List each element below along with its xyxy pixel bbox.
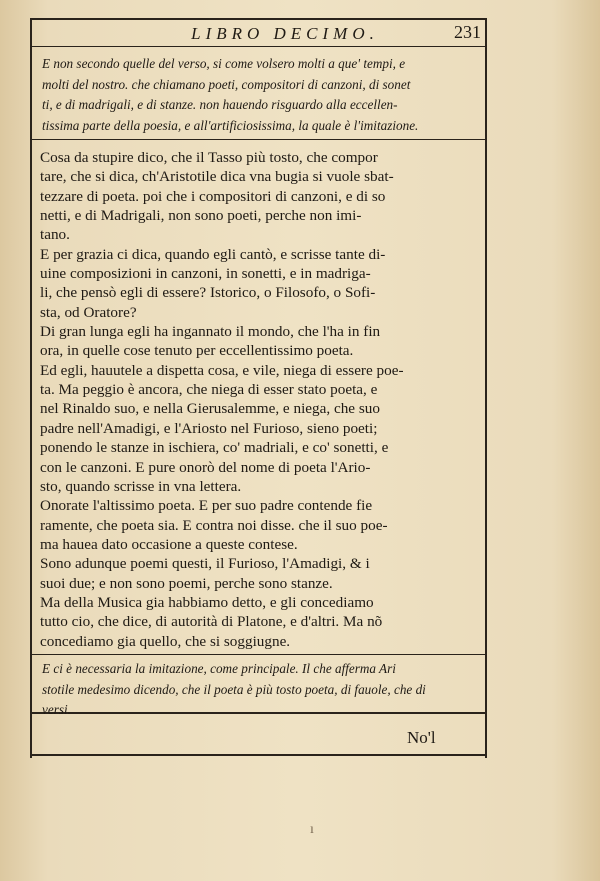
top-marginal-note [42, 54, 482, 136]
text-line: uine composizioni in canzoni, in sonetti, e in madriga- [40, 265, 371, 283]
note-divider-rule [30, 139, 487, 140]
note-line: ti, e di madrigali, e di stanze. non hauendo risguardo alla eccellen- [42, 97, 398, 112]
note-line: molti del nostro. che chiamano poeti, compositori di canzoni, di sonet [42, 76, 411, 92]
text-line: Ed egli, hauutele a dispetta cosa, e vile, niega di essere poe- [40, 361, 404, 379]
text-line: ramente, che poeta sia. E contra noi disse. che il suo poe- [40, 516, 388, 534]
text-line: Sono adunque poemi questi, il Furioso, l'Amadigi, & i [40, 555, 370, 573]
page-number: 231 [454, 22, 481, 42]
header-rule [30, 46, 487, 47]
page-mark: ı [310, 822, 314, 837]
right-border-rule [485, 18, 487, 758]
note-line: versi. [42, 702, 71, 717]
bottom-marginal-note [42, 659, 482, 721]
text-line: ora, in quelle cose tenuto per eccellentissimo poeta. [40, 342, 354, 360]
text-line: E per grazia ci dica, quando egli cantò, e scrisse tante di- [40, 245, 386, 263]
text-line: sto, quando scrisse in vna lettera. [40, 477, 242, 495]
text-line: tezzare di poeta. poi che i compositori di canzoni, e di so [40, 187, 386, 205]
main-text [40, 148, 480, 651]
text-line: tano. [40, 226, 70, 244]
text-line: Cosa da stupire dico, che il Tasso più tosto, che compor [40, 149, 378, 166]
text-line: ta. Ma peggio è ancora, che niega di esser stato poeta, e [40, 381, 378, 399]
text-line: suoi due; e non sono poemi, perche sono stanze. [40, 574, 333, 592]
text-line: padre nell'Amadigi, e l'Ariosto nel Furioso, sieno poeti; [40, 419, 378, 437]
text-line: li, che pensò egli di essere? Istorico, o Filosofo, o Sofi- [40, 284, 376, 302]
text-line: Ma della Musica gia habbiamo detto, e gli concediamo [40, 593, 374, 611]
text-line: tare, che si dica, ch'Aristotile dica vna bugia si vuole sbat- [40, 168, 394, 186]
catchword: No'l [407, 728, 436, 747]
top-border-rule [30, 18, 487, 20]
text-line: concediamo gia quello, che si soggiugne. [40, 632, 291, 650]
note-line: tissima parte della poesia, e all'artificiosissima, la quale è l'imitazione. [42, 117, 419, 133]
text-line: tutto cio, che dice, di autorità di Platone, e d'altri. Ma nõ [40, 613, 383, 631]
note-line: E non secondo quelle del verso, si come volsero molti a que' tempi, e [42, 56, 406, 71]
footer-rule [30, 754, 487, 756]
running-head: LIBRO DECIMO. [191, 24, 379, 43]
bottom-note-divider-rule [30, 654, 487, 655]
text-line: Onorate l'altissimo poeta. E per suo padre contende fie [40, 497, 373, 515]
text-line: con le canzoni. E pure onorò del nome di poeta l'Ario- [40, 458, 371, 476]
text-line: netti, e di Madrigali, non sono poeti, perche non imi- [40, 207, 362, 225]
text-line: ponendo le stanze in ischiera, co' madriali, e co' sonetti, e [40, 439, 389, 457]
left-border-rule [30, 18, 32, 758]
page-header [40, 22, 485, 46]
text-line: nel Rinaldo suo, e nella Gierusalemme, e niega, che suo [40, 400, 380, 418]
text-line: sta, od Oratore? [40, 303, 137, 321]
text-line: Di gran lunga egli ha ingannato il mondo, che l'ha in fin [40, 323, 381, 341]
note-line: stotile medesimo dicendo, che il poeta è più tosto poeta, di fauole, che di [42, 681, 426, 697]
note-line: E ci è necessaria la imitazione, come principale. Il che afferma Ari [42, 661, 396, 676]
text-line: ma hauea dato occasione a queste contese. [40, 535, 298, 553]
